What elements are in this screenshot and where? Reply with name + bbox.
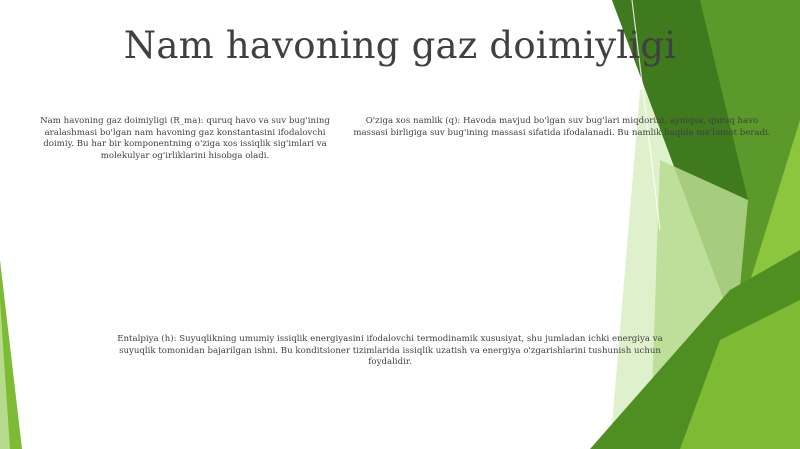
gas-constant-paragraph: Nam havoning gaz doimiyligi (R_ma): quruq havo va suv bug'ining aralashmasi bo'lgan nam havoning gaz konstantasini ifodalovchi doimiy. Bu har bir komponentning o'ziga xos issiqlik sig'imlari va molekulyar og'irliklarini hisobga oladi. [40, 116, 330, 161]
specific-humidity-paragraph: O'ziga xos namlik (q): Havoda mavjud bo'lgan suv bug'lari miqdorini, ayniqsa, quruq havo massasi birligiga suv bug'ining massasi sifatida ifodalanadi. Bu namlik haqida ma'lumot beradi. [353, 116, 771, 138]
enthalpy-paragraph: Entalpiya (h): Suyuqlikning umumiy issiqlik energiyasini ifodalovchi termodinamik xususiyat, shu jumladan ichki energiya va suyuqlik tomonidan bajarilgan ishni. Bu konditsioner tizimlarida issiqlik uzatish va energiya o'zgarishlarini tushunish uchun foydalidir. [117, 334, 663, 368]
slide-title: Nam havoning gaz doimiyligi [123, 24, 677, 67]
